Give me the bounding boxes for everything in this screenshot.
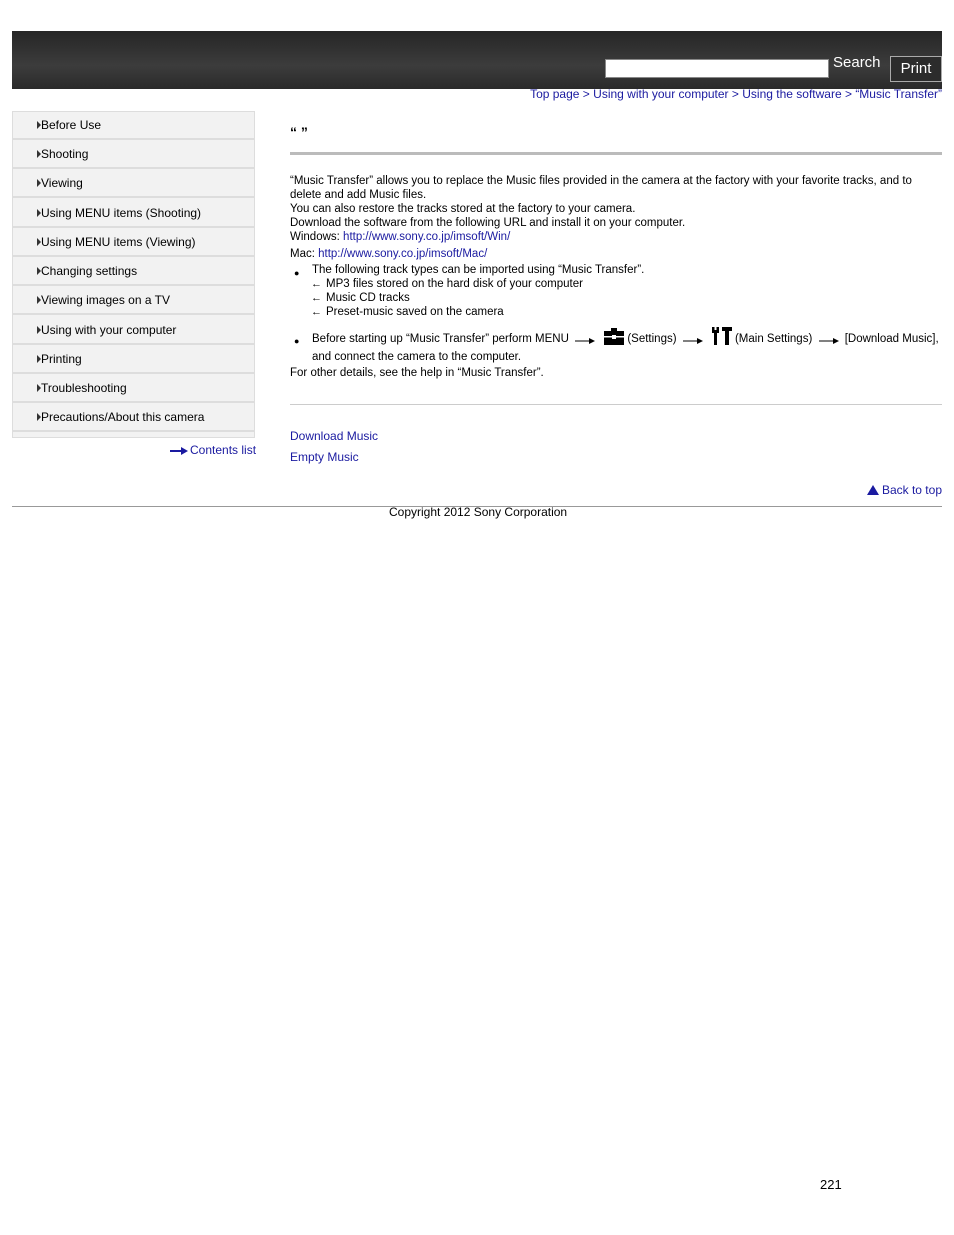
arrow-left-icon: ← xyxy=(311,278,322,290)
sidebar-item-label: Printing xyxy=(41,352,82,366)
header-bar xyxy=(12,31,942,89)
mac-label: Mac: xyxy=(290,248,319,260)
sidebar-item-viewing[interactable] xyxy=(13,170,254,198)
sidebar-item-using-computer[interactable] xyxy=(13,317,254,345)
back-to-top-link[interactable] xyxy=(867,483,942,497)
search-button[interactable]: Search xyxy=(833,54,881,71)
windows-url-link[interactable]: http://www.sony.co.jp/imsoft/Win/ xyxy=(343,231,511,243)
arrow-right-icon xyxy=(819,337,839,345)
settings-label: (Settings) xyxy=(627,333,677,345)
mac-url-link[interactable]: http://www.sony.co.jp/imsoft/Mac/ xyxy=(318,248,488,260)
copyright-text: Copyright 2012 Sony Corporation xyxy=(389,505,568,519)
sidebar-item-label: Troubleshooting xyxy=(41,381,127,395)
sidebar-item-label: Viewing xyxy=(41,176,83,190)
download-music-link[interactable]: Download Music xyxy=(290,429,379,443)
bullet-icon: ● xyxy=(294,336,300,346)
page-title: “ ” xyxy=(290,124,308,140)
page-number: 221 xyxy=(820,1177,842,1192)
sidebar-item-label: Using with your computer xyxy=(41,323,177,337)
download-music-label: [Download Music], xyxy=(844,333,939,345)
mac-url-line xyxy=(290,247,942,261)
sidebar-item-label: Using MENU items (Viewing) xyxy=(41,235,196,249)
sidebar-item-before-use[interactable] xyxy=(13,112,254,140)
sidebar-item-label: Shooting xyxy=(41,147,89,161)
sidebar-item-printing[interactable] xyxy=(13,346,254,374)
contents-list-label: Contents list xyxy=(190,443,257,457)
menu-instruction-text: Before starting up “Music Transfer” perform MENU xyxy=(312,333,569,345)
restore-paragraph: You can also restore the tracks stored at the factory to your camera. xyxy=(290,203,636,215)
sidebar-item-label: Precautions/About this camera xyxy=(41,410,205,424)
sub-item-text: Preset-music saved on the camera xyxy=(326,306,504,318)
contents-list-link[interactable] xyxy=(170,443,256,457)
other-details-paragraph: For other details, see the help in “Music Transfer”. xyxy=(290,367,544,379)
empty-music-link[interactable]: Empty Music xyxy=(290,450,359,464)
sidebar-item-changing-settings[interactable] xyxy=(13,258,254,286)
list-item xyxy=(290,327,942,366)
arrow-left-icon: ← xyxy=(311,306,322,318)
sidebar-item-label: Using MENU items (Shooting) xyxy=(41,206,202,220)
sidebar-item-menu-shooting[interactable] xyxy=(13,200,254,228)
triangle-up-icon xyxy=(867,485,879,495)
print-button[interactable]: Print xyxy=(890,56,942,82)
sub-item-text: MP3 files stored on the hard disk of your computer xyxy=(326,278,583,290)
sidebar-item-troubleshooting[interactable] xyxy=(13,375,254,403)
breadcrumb-separator: > xyxy=(728,87,743,101)
sidebar-item-menu-viewing[interactable] xyxy=(13,229,254,257)
main-settings-label: (Main Settings) xyxy=(734,333,813,345)
related-divider xyxy=(290,404,942,405)
track-types-text: The following track types can be imported using “Music Transfer”. xyxy=(312,264,645,276)
sidebar-item-viewing-tv[interactable] xyxy=(13,287,254,315)
search-input[interactable] xyxy=(605,59,829,78)
list-item xyxy=(290,305,942,319)
arrow-left-icon: ← xyxy=(311,292,322,304)
download-paragraph: Download the software from the following URL and install it on your computer. xyxy=(290,217,686,229)
sub-item-text: Music CD tracks xyxy=(326,292,410,304)
arrow-right-icon xyxy=(170,447,188,455)
sidebar xyxy=(12,111,255,438)
windows-label: Windows: xyxy=(290,231,344,243)
breadcrumb xyxy=(530,87,942,101)
list-item xyxy=(290,277,942,291)
breadcrumb-using-software[interactable]: Using the software xyxy=(742,87,842,101)
bullet-icon: ● xyxy=(294,268,300,278)
sidebar-item-shooting[interactable] xyxy=(13,141,254,169)
breadcrumb-top-page[interactable]: Top page xyxy=(530,87,580,101)
breadcrumb-music-transfer[interactable]: “Music Transfer” xyxy=(855,87,942,101)
toolbox-settings-icon xyxy=(604,328,624,345)
sidebar-item-label: Viewing images on a TV xyxy=(41,293,170,307)
breadcrumb-separator: > xyxy=(579,87,594,101)
back-to-top-label: Back to top xyxy=(881,483,942,497)
sidebar-item-label: Before Use xyxy=(41,118,102,132)
breadcrumb-using-with-computer[interactable]: Using with your computer xyxy=(593,87,729,101)
intro-paragraph: “Music Transfer” allows you to replace the Music files provided in the camera at the factory with your favorite tracks, and to delete and add Music files. xyxy=(290,175,912,201)
sidebar-item-label: Changing settings xyxy=(41,264,138,278)
wrench-main-settings-icon xyxy=(712,327,732,345)
breadcrumb-separator: > xyxy=(841,87,856,101)
arrow-right-icon xyxy=(575,337,595,345)
arrow-right-icon xyxy=(683,337,703,345)
sidebar-item-precautions[interactable] xyxy=(13,404,254,432)
windows-url-line xyxy=(290,230,942,244)
title-divider xyxy=(290,152,942,155)
list-item xyxy=(290,263,942,277)
list-item xyxy=(290,291,942,305)
main-content xyxy=(290,174,942,380)
connect-camera-text: and connect the camera to the computer. xyxy=(312,351,522,363)
